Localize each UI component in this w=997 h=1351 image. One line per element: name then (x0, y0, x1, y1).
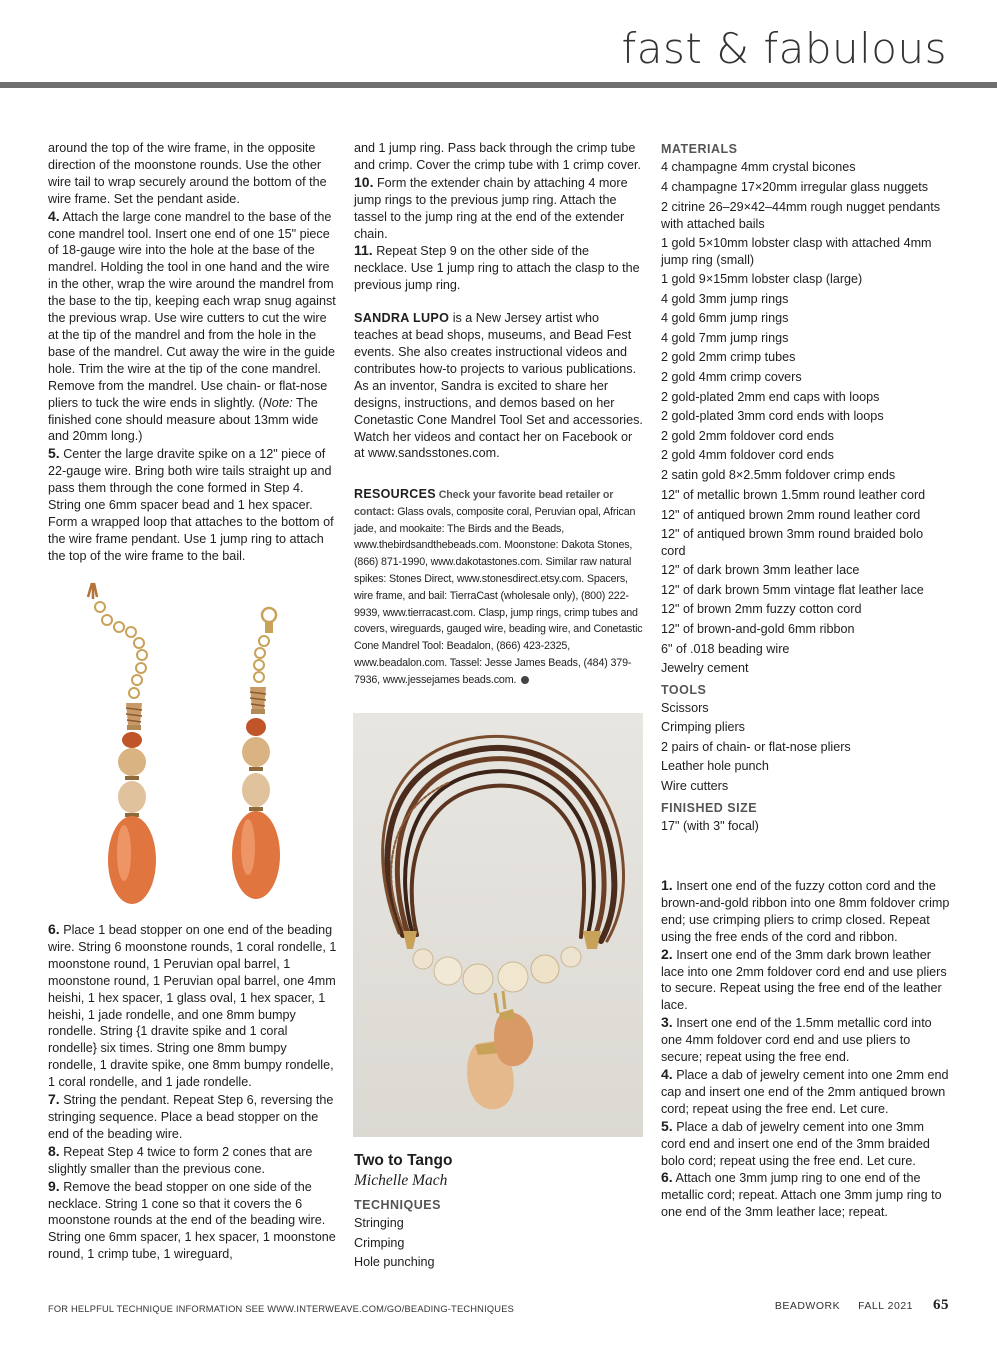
footer-technique-link: FOR HELPFUL TECHNIQUE INFORMATION SEE WWW.INTERWEAVE.COM/GO/BEADING-TECHNIQUES (48, 1304, 515, 1314)
list-item: 4 gold 3mm jump rings (661, 291, 789, 306)
step-11 (354, 242, 644, 294)
step-text: Insert one end of the 1.5mm metallic cord into one 4mm foldover cord end and use pliers to secure; repeat using the free end. (661, 1016, 932, 1065)
pendant-right (232, 608, 280, 899)
step-text: Repeat Step 4 twice to form 2 cones that are slightly smaller than the previous cone. (48, 1144, 313, 1176)
list-item: 4 champagne 4mm crystal bicones (661, 159, 856, 174)
step-number: 6. (661, 1169, 673, 1186)
step-2 (661, 946, 951, 1015)
author-bio (354, 310, 644, 462)
finished-size (661, 817, 951, 837)
page-section-title: fast & fabulous (621, 24, 947, 73)
step-number: 1. (661, 877, 673, 893)
paragraph: around the top of the wire frame, in the opposite direction of the moonstone rounds. Use the other wire tail to wrap securely around the bottom of the wire frame. Set the pendant aside. (48, 141, 327, 206)
step-4 (48, 208, 337, 446)
list-item: 2 gold-plated 2mm end caps with loops (661, 389, 880, 404)
paragraph: and 1 jump ring. Pass back through the crimp tube and crimp. Cover the crimp tube with 1 crimp cover. (354, 141, 641, 172)
step-text: Attach one 3mm jump ring to one end of the metallic cord; repeat. Attach one 3mm jump ring to one end of the 3mm leather lace; repeat. (661, 1171, 942, 1220)
list-item: Scissors (661, 700, 709, 715)
step-text: Insert one end of the 3mm dark brown leather lace into one 2mm foldover cord end and use pliers to secure. Repeat using the free end of the leather lace. (661, 947, 947, 1013)
resources-lead: Check your favorite bead retailer or contact: (354, 489, 614, 518)
list-item: 2 gold 2mm crimp tubes (661, 350, 796, 365)
step-5 (48, 445, 337, 564)
step-text: Insert one end of the fuzzy cotton cord and the brown-and-gold ribbon into one 8mm foldover crimp end; use crimping pliers to crimp closed. Repeat using the free ends of the cord and ribbon. (661, 879, 950, 944)
step-3 (661, 1014, 951, 1066)
list-item: Hole punching (354, 1255, 435, 1270)
finished-size-heading: FINISHED SIZE (661, 800, 758, 815)
resources-text: Glass ovals, composite coral, Peruvian opal, African jade, and mookaite: The Birds and the Beads, www.thebirdsandthebeads.com. Moonstone: Dakota Stones, (866) 871-1990, www.dakotastones.com. Similar raw natural spikes: Stones Direct, www.stonesdirect.etsy.com. Spacers, wire frame, and bail: TierraCast (wholesale only), (800) 222-9939, www.tierracast.com. Clasp, jump rings, crimp tubes and covers, wireguards, gauged wire, beading wire, and Conetastic Cone Mandrel Tool: Beadalon, (866) 423-2325, www.beadalon.com. Tassel: Jesse James Beads, (484) 379-7936, www.jessejames beads.com. (354, 505, 643, 686)
end-mark-icon (521, 676, 529, 684)
list-item: 4 gold 7mm jump rings (661, 330, 789, 345)
step-number: 3. (661, 1014, 673, 1031)
techniques-list (354, 1214, 644, 1273)
list-item: 2 gold-plated 3mm cord ends with loops (661, 409, 884, 424)
list-item: Crimping pliers (661, 720, 745, 735)
list-item: 6" of .018 beading wire (661, 641, 790, 656)
step-text: Place 1 bead stopper on one end of the beading wire. String 6 moonstone rounds, 1 coral rondelle, 1 moonstone round, 1 Peruvian opal barrel, 1 moonstone round, 1 Peruvian opal barrel, one 4mm heishi, 1 hex spacer, 1 glass oval, 1 hex spacer, 1 heishi, 1 jade rondelle, and one 8mm bumpy rondelle. String {1 dravite spike and 1 coral rondelle} six times. String one 8mm bumpy rondelle, 1 dravite spike, one 8mm bumpy rondelle, 1 coral rondelle, and 1 jade rondelle. (48, 923, 337, 1090)
list-item: 2 pairs of chain- or flat-nose pliers (661, 739, 851, 754)
step-number: 11. (354, 242, 373, 259)
footer-folio (775, 1297, 949, 1314)
necklace-photo (353, 713, 643, 1137)
project-author: Michelle Mach (354, 1172, 448, 1189)
column-3 (661, 140, 951, 836)
list-item: 2 gold 2mm foldover cord ends (661, 428, 834, 443)
step-6 (661, 1169, 951, 1221)
column-3-steps (661, 877, 951, 1221)
step-10 (354, 174, 644, 243)
list-item: 12" of dark brown 3mm leather lace (661, 563, 860, 578)
step-number: 6. (48, 921, 60, 937)
page-number: 65 (933, 1297, 949, 1313)
list-item: 4 gold 6mm jump rings (661, 311, 789, 326)
step-text: Repeat Step 9 on the other side of the necklace. Use 1 jump ring to attach the clasp to the previous jump ring. (354, 244, 640, 293)
list-item: 12" of antiqued brown 3mm round braided bolo cord (661, 527, 924, 559)
step-number: 4. (661, 1065, 673, 1082)
list-item: 1 gold 5×10mm lobster clasp with attached 4mm jump ring (small) (661, 236, 932, 268)
list-item: Jewelry cement (661, 661, 749, 676)
step-7 (48, 1091, 337, 1143)
step-text: Attach the large cone mandrel to the base of the cone mandrel tool. Insert one end of one 15" piece of 18-gauge wire into the hole at the base of the mandrel. Holding the tool in one hand and the wire in the other, wrap the wire around the mandrel from the base to the tip, keeping each wrap snug against the previous wrap. Use wire cutters to cut the wire at the tip of the mandrel and from the hole in the base of the mandrel. Cut away the wire in the guide hole. Trim the wire at the tip of the cone mandrel. Remove from the mandrel. Use chain- or flat-nose pliers to tuck the wire ends in slightly. ( (48, 209, 336, 410)
list-item: Crimping (354, 1235, 405, 1250)
project-caption (354, 1151, 644, 1273)
step-number: 8. (48, 1142, 60, 1159)
note-label: Note: (262, 395, 293, 410)
step-number: 4. (48, 207, 60, 224)
step-5 (661, 1118, 951, 1170)
list-item: 2 gold 4mm foldover cord ends (661, 448, 834, 463)
step-text: Form the extender chain by attaching 4 more jump rings to the previous jump ring. Attach the tassel to the jump ring at the end of the extender chain. (354, 175, 628, 241)
pendant-photo (64, 575, 334, 910)
list-item: Leather hole punch (661, 759, 769, 774)
materials-list (661, 158, 951, 679)
resources-heading: RESOURCES (354, 487, 436, 501)
list-item: 2 satin gold 8×2.5mm foldover crimp ends (661, 468, 896, 483)
column-1-top (48, 140, 337, 565)
magazine-name: BEADWORK (774, 1300, 841, 1312)
project-title: Two to Tango (354, 1152, 453, 1169)
list-item: 12" of antiqued brown 2mm round leather cord (661, 508, 921, 523)
step-9 (48, 1178, 337, 1264)
list-item: Wire cutters (661, 779, 729, 794)
techniques-heading: TECHNIQUES (354, 1198, 441, 1212)
step-text: Remove the bead stopper on one side of the necklace. String 1 cone so that it covers the 6 moonstone rounds at the end of the beading wire. String one 6mm spacer, 1 hex spacer, 1 moonstone round, 1 crimp tube, 1 wireguard, (48, 1179, 336, 1262)
step-8 (48, 1143, 337, 1178)
step-text: String the pendant. Repeat Step 6, reversing the stringing sequence. Place a bead stopper on the end of the beading wire. (48, 1093, 334, 1141)
column-1-bottom (48, 921, 337, 1263)
list-item: 4 champagne 17×20mm irregular glass nuggets (661, 179, 929, 194)
step-6 (48, 921, 337, 1091)
bio-text: is a New Jersey artist who teaches at bead shops, museums, and Bead Fest events. She also creates instructional videos and contributes how-to projects to various publications. As an inventor, Sandra is excited to share her designs, instructions, and demos based on her Conetastic Cone Mandrel Tool Set and accessories. Watch her videos and contact her on Facebook or at www.sandsstones.com. (354, 311, 643, 461)
column-2 (354, 140, 644, 462)
issue-season: FALL 2021 (858, 1300, 913, 1312)
list-item: 12" of brown-and-gold 6mm ribbon (661, 622, 855, 636)
list-item: 2 citrine 26–29×42–44mm rough nugget pendants with attached bails (661, 200, 941, 232)
bio-name: SANDRA LUPO (354, 311, 450, 326)
list-item: 1 gold 9×15mm lobster clasp (large) (661, 272, 863, 287)
step-number: 5. (661, 1117, 673, 1134)
step-number: 7. (48, 1091, 60, 1108)
step-number: 2. (661, 945, 673, 962)
step-number: 5. (48, 445, 60, 462)
step-text: Place a dab of jewelry cement into one 2mm end cap and insert one end of the 2mm antiqued brown cord; repeat using the free end. Let cure. (661, 1067, 949, 1116)
materials-heading: MATERIALS (661, 142, 738, 156)
list-item: Stringing (354, 1216, 404, 1230)
step-text-cont: The finished cone should measure about 13mm wide and 20mm long.) (48, 395, 319, 444)
finished-size-value: 17" (with 3" focal) (661, 818, 759, 833)
tools-heading: TOOLS (661, 682, 707, 697)
list-item: 12" of brown 2mm fuzzy cotton cord (661, 602, 862, 617)
resources (354, 486, 646, 689)
tools-list (661, 699, 951, 797)
step-number: 9. (48, 1177, 60, 1194)
list-item: 12" of dark brown 5mm vintage flat leather lace (661, 582, 924, 597)
step-number: 10. (354, 173, 374, 190)
step-1 (661, 877, 951, 946)
header-rule (0, 82, 997, 88)
list-item: 12" of metallic brown 1.5mm round leather cord (661, 487, 926, 502)
step-text: Place a dab of jewelry cement into one 3mm cord end and insert one end of the 3mm braided bolo cord; repeat using the free end. Let cure. (661, 1119, 930, 1168)
step-4 (661, 1066, 951, 1118)
step-text: Center the large dravite spike on a 12" piece of 22-gauge wire. Bring both wire tails straight up and pass them through the cone formed in Step 4. String one 6mm spacer bead and 1 hex spacer. Form a wrapped loop that attaches to the bottom of the wire frame pendant. Use 1 jump ring to attach the top of the wire frame to the bail. (48, 447, 334, 563)
list-item: 2 gold 4mm crimp covers (661, 370, 802, 385)
pendant-left (88, 583, 156, 904)
